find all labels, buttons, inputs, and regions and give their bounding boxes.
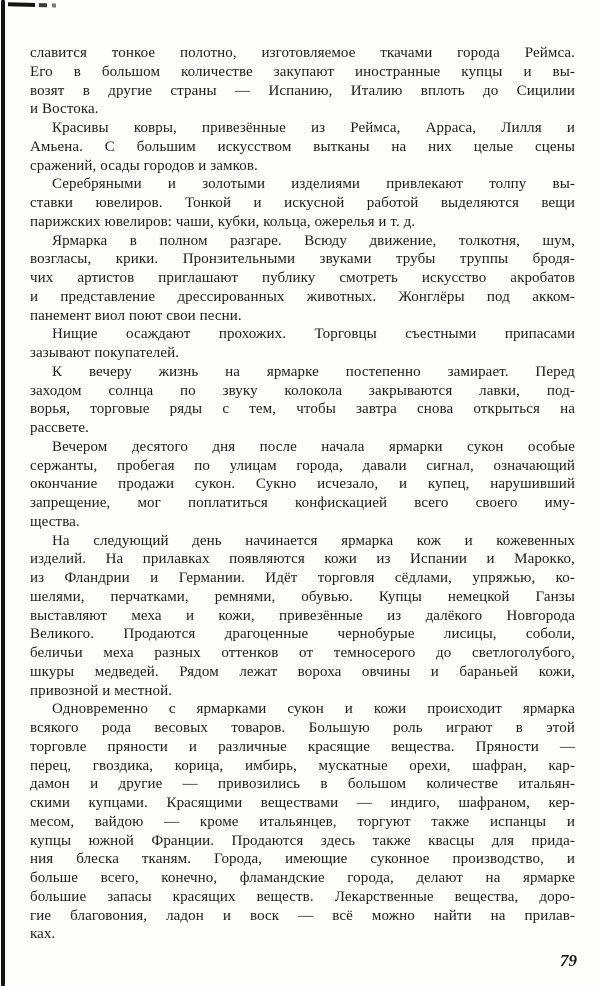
text-line: и Востока. (30, 101, 99, 118)
text-line: выставляют меха и кожи, привезённые из далёкого Новгорода (30, 607, 575, 624)
text-line: К вечеру жизнь на ярмарке постепенно замирает. Перед (52, 363, 575, 380)
text-line: зазывают покупателей. (30, 345, 180, 361)
text-line: торговле пряности и различные красящие вещества. Пряности — (30, 738, 575, 755)
text-line: рассвете. (30, 420, 89, 436)
text-line: больше всего, конечно, фламандские города, делают на ярмарке (30, 870, 575, 886)
text-line: Серебряными и золотыми изделиями привлекают толпу вы- (52, 176, 575, 193)
text-line: и представление дрессированных животных. Жонглёры под акком- (30, 288, 575, 305)
text-line: ках. (30, 926, 56, 943)
text-line: Ярмарка в полном разгаре. Всюду движение, толкотня, шум, (52, 232, 575, 249)
text-line: беличьи меха разных оттенков от темносерого до светлоголубого, (30, 645, 575, 661)
text-line: шелями, перчатками, ремнями, обувью. Купцы немецкой Ганзы (30, 588, 575, 605)
text-line: дамон и другие — привозились в большом количестве итальян- (30, 776, 575, 793)
text-line: заходом солнца по звуку колокола закрываются лавки, под- (30, 382, 575, 399)
book-spine-edge (1, 0, 5, 986)
paragraph (30, 44, 575, 119)
paragraph (30, 438, 575, 532)
text-line: возят в другие страны — Испанию, Италию вплоть до Сицилии (30, 82, 575, 99)
text-line: Великого. Продаются драгоценные чернобурые лисицы, соболи, (30, 626, 575, 643)
text-line: щества. (30, 513, 80, 530)
text-line: большие запасы красящих веществ. Лекарственные вещества, доро- (30, 888, 575, 905)
text-line: запрещение, мог поплатиться конфискацией всего своего иму- (30, 495, 575, 511)
text-line: славится тонкое полотно, изготовляемое ткачами города Реймса. (30, 45, 575, 61)
text-line: Его в большом количестве закупают иностранные купцы и вы- (30, 63, 575, 80)
paragraph (30, 325, 575, 363)
text-line: парижских ювелиров: чаши, кубки, кольца, ожерелья и т. д. (30, 213, 416, 230)
text-line: месом, вайдою — кроме итальянцев, торгуют также испанцы и (30, 813, 575, 830)
text-line: возгласы, крики. Пронзительными звуками трубы труппы бродя- (30, 251, 575, 268)
text-line: сражений, осады городов и замков. (30, 157, 258, 174)
text-line: Амьена. С большим искусством вытканы на них целые сцены (30, 138, 575, 155)
text-line: Нищие осаждают прохожих. Торговцы съестными припасами (52, 326, 575, 343)
paragraph (30, 119, 575, 175)
paragraph (30, 532, 575, 701)
paragraph (30, 232, 575, 326)
text-line: чих артистов приглашают публику смотреть искусство акробатов (30, 270, 575, 286)
text-line: ворья, торговые ряды с тем, чтобы завтра снова открыться на (30, 401, 575, 418)
text-line: сержанты, пробегая по улицам города, давали сигнал, означающий (30, 457, 575, 474)
text-line: панемент виол поют свои песни. (30, 307, 242, 324)
text-line: из Фландрии и Германии. Идёт торговля сёдлами, упряжью, ко- (30, 570, 575, 586)
scan-artifact-mark (8, 2, 64, 7)
text-line: привозной и местной. (30, 682, 173, 699)
text-line: шкуры медведей. Рядом лежат вороха овчины и бараньей кожи, (30, 663, 575, 680)
text-line: изделий. На прилавках появляются кожи из Испании и Марокко, (30, 551, 575, 568)
page-text (30, 44, 575, 944)
text-line: скими купцами. Красящими веществами — индиго, шафраном, кер- (30, 795, 575, 811)
text-line: Красивы ковры, привезённые из Реймса, Арраса, Лилля и (52, 120, 575, 136)
text-line: купцы южной Франции. Продаются здесь также квасцы для прида- (30, 832, 575, 849)
paragraph (30, 700, 575, 944)
text-line: всякого рода весовых товаров. Большую роль играют в этой (30, 720, 575, 736)
text-line: ния блеска тканям. Города, имеющие суконное производство, и (30, 851, 575, 868)
text-line: На следующий день начинается ярмарка кож и кожевенных (52, 532, 575, 549)
paragraph (30, 175, 575, 231)
text-line: Одновременно с ярмарками сукон и кожи происходит ярмарка (52, 701, 575, 718)
page-number: 79 (560, 951, 577, 970)
text-line: ставки ювелиров. Тонкой и искусной работой выделяются вещи (30, 195, 575, 211)
text-line: гие благовония, ладон и воск — всё можно найти на прилав- (30, 907, 575, 924)
text-line: перец, гвоздика, корица, имбирь, мускатные орехи, шафран, кар- (30, 757, 575, 774)
text-line: окончание продажи сукон. Сукно исчезало, и купец, нарушивший (30, 476, 575, 493)
text-line: Вечером десятого дня после начала ярмарки сукон особые (52, 438, 575, 455)
paragraph (30, 363, 575, 438)
